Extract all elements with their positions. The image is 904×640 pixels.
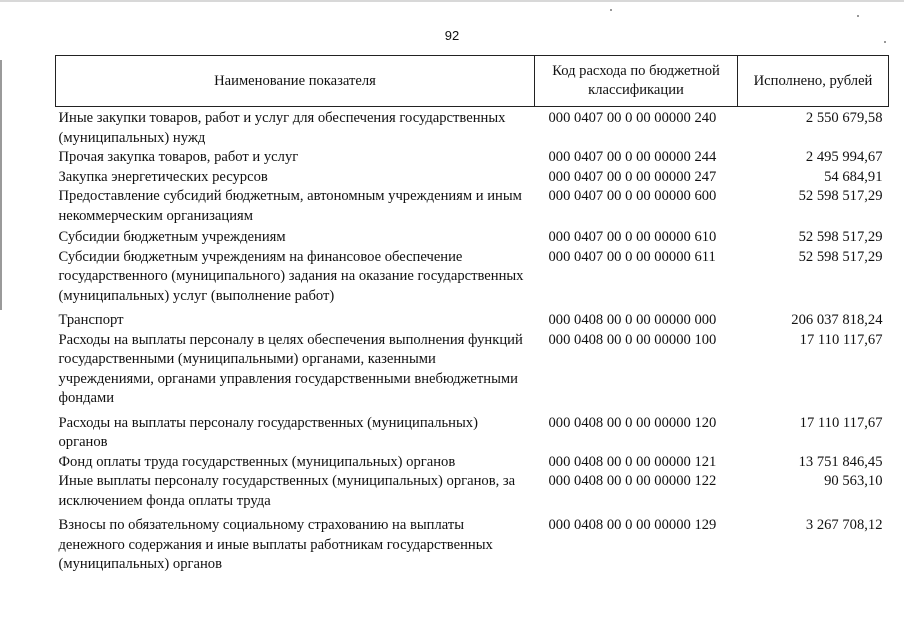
scan-left-edge bbox=[0, 60, 2, 310]
header-expense-code: Код расхода по бюджетной классификации bbox=[535, 56, 738, 107]
page-number: 92 bbox=[444, 28, 460, 43]
row-amount: 2 550 679,58 bbox=[805, 110, 883, 126]
row-name: Иные выплаты персоналу государственных (муниципальных) органов, за исключением фонда оплаты труда bbox=[58, 473, 516, 509]
row-name: Закупка энергетических ресурсов bbox=[58, 168, 268, 185]
table-row bbox=[56, 248, 889, 307]
row-name: Субсидии бюджетным учреждениям bbox=[58, 229, 286, 245]
row-code: 000 0407 00 0 00 00000 610 bbox=[548, 229, 717, 245]
row-amount: 52 598 517,29 bbox=[798, 248, 883, 265]
row-amount: 13 751 846,45 bbox=[798, 453, 883, 470]
scan-speck bbox=[857, 15, 859, 17]
row-code: 000 0407 00 0 00 00000 611 bbox=[548, 248, 716, 265]
row-name: Расходы на выплаты персоналу государственных (муниципальных) органов bbox=[58, 414, 478, 450]
table-row bbox=[56, 511, 889, 575]
row-name: Прочая закупка товаров, работ и услуг bbox=[58, 149, 299, 165]
row-amount: 17 110 117,67 bbox=[799, 331, 883, 348]
row-amount: 52 598 517,29 bbox=[798, 229, 883, 245]
row-name: Фонд оплаты труда государственных (муниципальных) органов bbox=[58, 453, 456, 470]
row-name: Расходы на выплаты персоналу в целях обеспечения выполнения функций государственными (муниципальными) органами, казенными учреждениями, органами управления государственными внебюджетными фондами bbox=[58, 331, 523, 406]
row-name: Предоставление субсидий бюджетным, автономным учреждениям и иным некоммерческим организациям bbox=[58, 188, 522, 224]
row-code: 000 0408 00 0 00 00000 100 bbox=[548, 331, 717, 348]
row-code: 000 0408 00 0 00 00000 122 bbox=[548, 473, 717, 489]
row-amount: 3 267 708,12 bbox=[805, 517, 883, 533]
table-row bbox=[56, 472, 889, 511]
row-code: 000 0407 00 0 00 00000 244 bbox=[548, 149, 717, 165]
row-amount: 2 495 994,67 bbox=[805, 149, 883, 165]
row-amount: 206 037 818,24 bbox=[791, 312, 883, 328]
table-row bbox=[56, 107, 889, 149]
table-row bbox=[56, 409, 889, 453]
row-code: 000 0407 00 0 00 00000 247 bbox=[548, 168, 717, 185]
table-row bbox=[56, 148, 889, 168]
table-row bbox=[56, 226, 889, 248]
row-code: 000 0407 00 0 00 00000 600 bbox=[548, 188, 717, 204]
table-row bbox=[56, 453, 889, 473]
header-executed-amount: Исполнено, рублей bbox=[738, 56, 889, 107]
row-code: 000 0408 00 0 00 00000 120 bbox=[548, 414, 717, 431]
row-amount: 52 598 517,29 bbox=[798, 188, 883, 204]
row-code: 000 0408 00 0 00 00000 129 bbox=[548, 517, 717, 533]
header-indicator-name: Наименование показателя bbox=[56, 56, 535, 107]
row-amount: 17 110 117,67 bbox=[799, 414, 883, 431]
scan-top-edge bbox=[0, 0, 904, 2]
table-row bbox=[56, 306, 889, 331]
scan-speck bbox=[610, 9, 612, 11]
table-header-row bbox=[56, 56, 889, 107]
row-code: 000 0408 00 0 00 00000 000 bbox=[548, 312, 717, 328]
row-code: 000 0408 00 0 00 00000 121 bbox=[548, 453, 717, 470]
row-amount: 90 563,10 bbox=[824, 473, 883, 489]
table-row bbox=[56, 331, 889, 409]
budget-execution-table bbox=[55, 55, 889, 575]
row-name: Транспорт bbox=[58, 312, 124, 328]
row-name: Субсидии бюджетным учреждениям на финансовое обеспечение государственного (муниципального) задания на оказание государственных (муниципальных) услуг (выполнение работ) bbox=[58, 248, 524, 304]
row-code: 000 0407 00 0 00 00000 240 bbox=[548, 110, 717, 126]
table-row bbox=[56, 187, 889, 226]
row-amount: 54 684,91 bbox=[824, 168, 883, 185]
row-name: Взносы по обязательному социальному страхованию на выплаты денежного содержания и иные выплаты работникам государственных (муниципальных) органов bbox=[58, 517, 493, 572]
table-row bbox=[56, 168, 889, 188]
row-name: Иные закупки товаров, работ и услуг для обеспечения государственных (муниципальных) нужд bbox=[58, 110, 506, 146]
